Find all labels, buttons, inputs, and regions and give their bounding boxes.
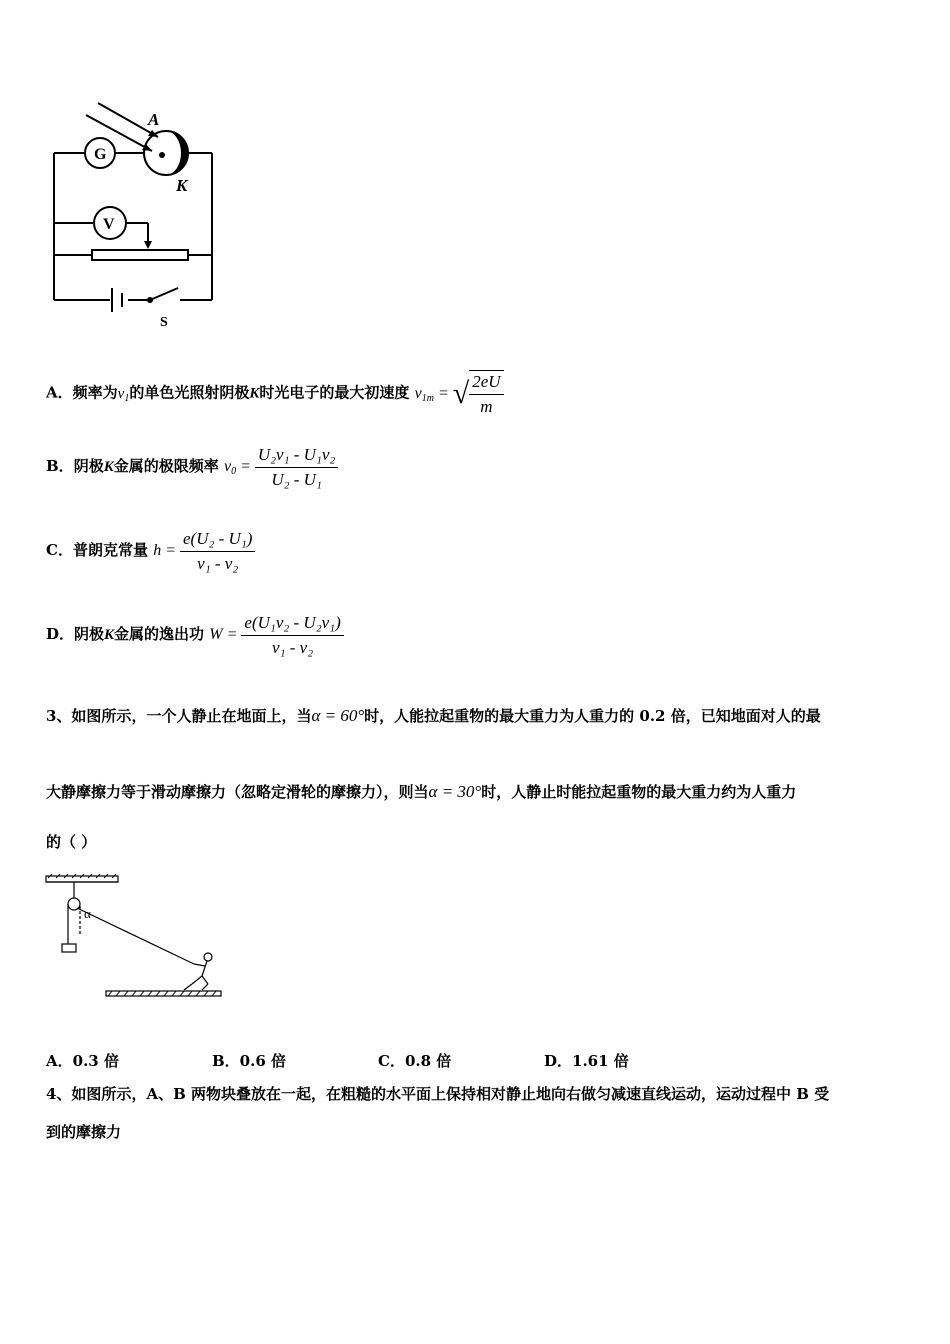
label-a: A (148, 110, 160, 129)
option-text: 金属的逸出功 (114, 625, 205, 644)
option-text: 普朗克常量 (72, 541, 148, 560)
q3-text: 时，人静止时能拉起重物的最大重力约为人重力 (481, 783, 797, 801)
alpha-60: α = 60° (311, 706, 365, 725)
q3-line-2 (46, 782, 796, 802)
option-letter: D． (46, 625, 75, 644)
option-text: 时光电子的最大初速度 (259, 383, 410, 402)
option-letter: C． (46, 541, 73, 560)
q4-line-2: 到的摩擦力 (46, 1123, 122, 1141)
q3-option-d: D．1.61 倍 (544, 1052, 629, 1070)
q3-option-c: C．0.8 倍 (378, 1052, 452, 1070)
pulley-figure (44, 872, 229, 1007)
q3-text: 时，人能拉起重物的最大重力为人重力的 0.2 倍，已知地面对人的最 (364, 707, 821, 725)
option-a (46, 370, 504, 420)
var-k: K (249, 385, 260, 402)
alpha-30: α = 30° (428, 782, 482, 801)
option-text: 阴极 (73, 457, 104, 476)
var-k: K (103, 459, 114, 476)
label-g: G (94, 146, 107, 163)
q3-text: 的（ ） (46, 833, 97, 851)
label-s: S (160, 315, 168, 330)
option-text: 频率为 (72, 383, 118, 402)
option-b (46, 444, 338, 491)
q4-line-1: 4、如图所示，A、B 两物块叠放在一起，在粗糙的水平面上保持相对静止地向右做匀减速直线运动，运动过程中 B 受 (46, 1085, 830, 1103)
formula-b: $v_0$ = $\frac{\text{U₂v₁ - U₁v₂}}{\text{U₂ - U₁}}$ (224, 458, 338, 475)
q3-option-a: A．0.3 倍 (46, 1052, 119, 1070)
var-v: $v_1$ (117, 385, 130, 404)
option-letter: A． (46, 383, 73, 402)
label-k: K (176, 176, 188, 195)
formula-a: $v_{1m}$ = √ $\frac{2eU}{m}$ (415, 385, 504, 402)
photoelectric-circuit-figure (40, 95, 230, 330)
var-k: K (104, 627, 115, 644)
option-text: 的单色光照射阴极 (129, 383, 250, 402)
figure-alpha-label: α (84, 906, 91, 921)
q3-line-1 (46, 706, 821, 726)
option-text: 金属的极限频率 (113, 457, 219, 476)
option-letter: B． (46, 457, 74, 476)
option-text: 阴极 (74, 625, 105, 644)
formula-d: W = $\frac{\text{e(U₁v₂ - U₂v₁)}}{\text{v₁ - v₂}}$ (209, 626, 343, 643)
option-c (46, 528, 255, 575)
q3-line-3 (46, 832, 96, 852)
formula-c: h = $\frac{\text{e(U₂ - U₁)}}{\text{v₁ - v₂}}$ (153, 542, 255, 559)
option-d (46, 612, 344, 659)
q3-option-b: B．0.6 倍 (212, 1052, 286, 1070)
q3-text: 3、如图所示，一个人静止在地面上，当 (46, 707, 312, 725)
label-v: V (103, 216, 115, 233)
q3-text: 大静摩擦力等于滑动摩擦力（忽略定滑轮的摩擦力），则当 (46, 783, 429, 801)
